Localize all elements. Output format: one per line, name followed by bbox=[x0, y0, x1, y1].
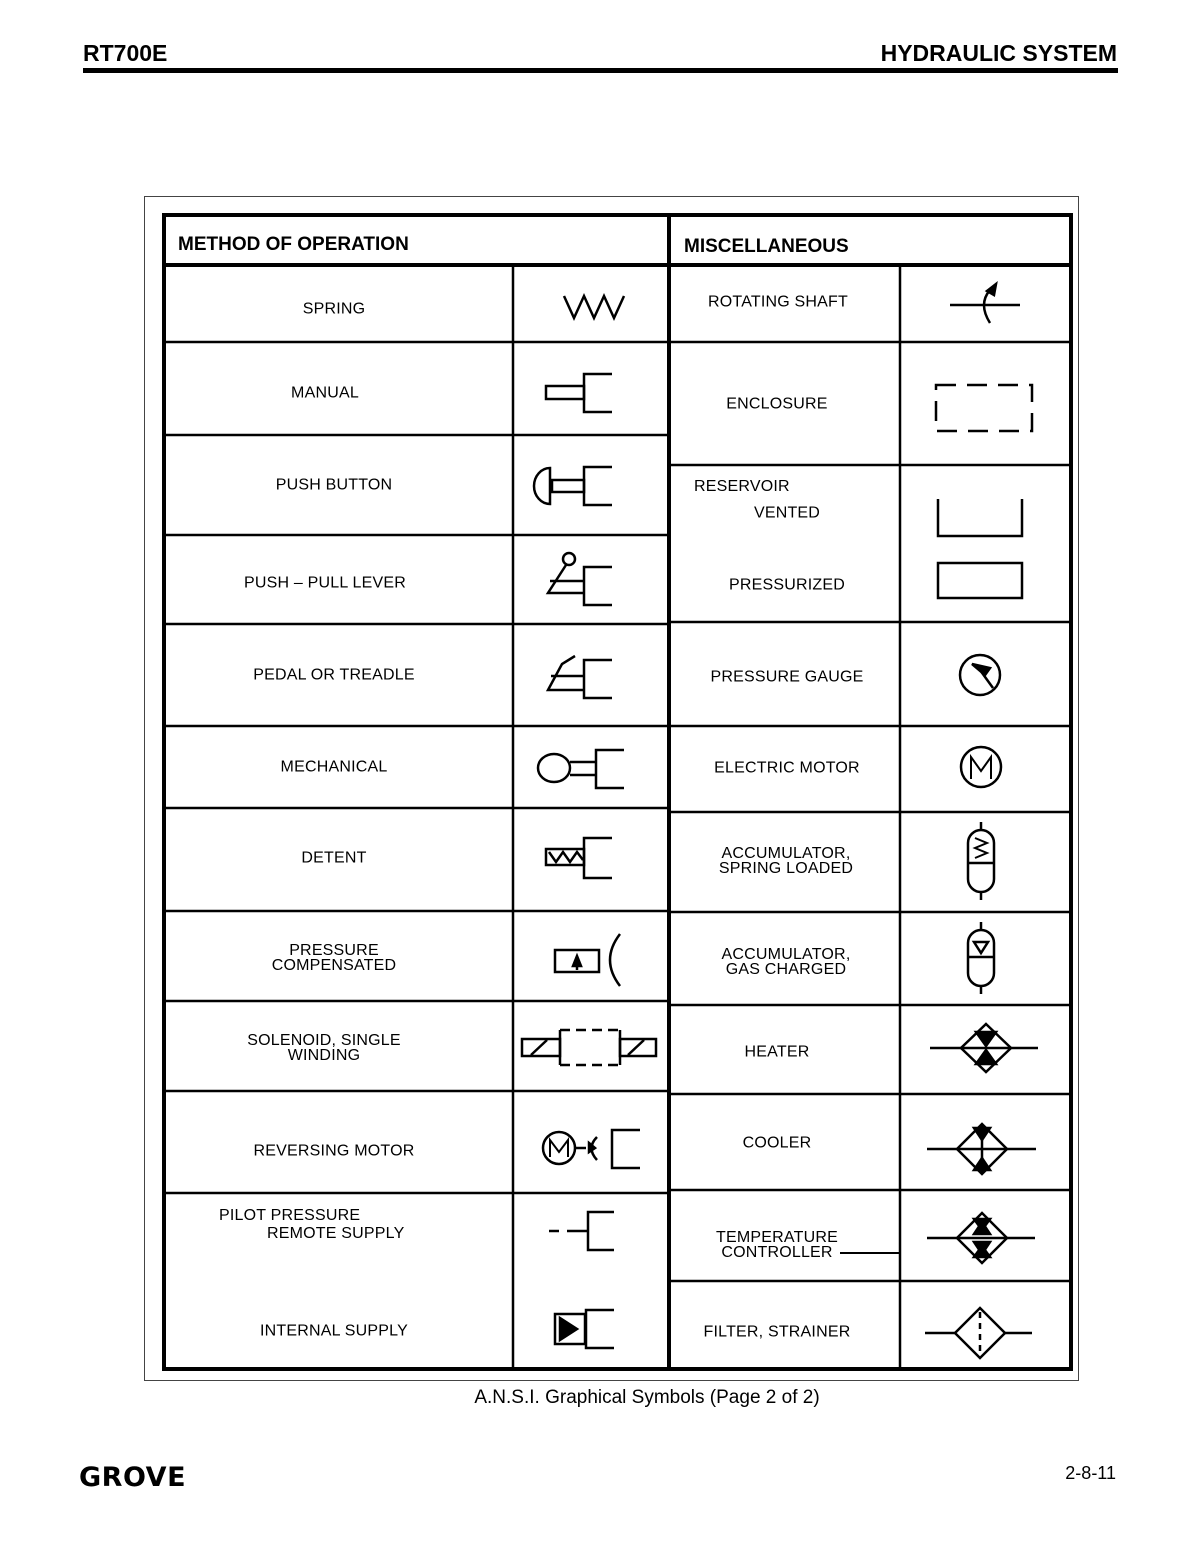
label-line: CONTROLLER bbox=[721, 1244, 833, 1261]
label-rotating-shaft: ROTATING SHAFT bbox=[708, 293, 848, 311]
page-number: 2-8-11 bbox=[1065, 1463, 1116, 1483]
header-model: RT700E bbox=[83, 40, 168, 66]
section-title-method-of-operation: METHOD OF OPERATION bbox=[178, 234, 409, 255]
detent-icon bbox=[546, 838, 612, 878]
filter-strainer-icon bbox=[925, 1308, 1032, 1358]
label-reservoir: RESERVOIR bbox=[694, 478, 790, 495]
label-pilot-pressure: PILOT PRESSURE bbox=[219, 1207, 361, 1224]
label-line: SPRING LOADED bbox=[718, 860, 854, 877]
reservoir-pressurized-icon bbox=[938, 563, 1022, 598]
pressure-gauge-icon bbox=[960, 655, 1000, 695]
label-cooler: COOLER bbox=[742, 1134, 812, 1152]
mechanical-icon bbox=[538, 750, 624, 788]
pilot-pressure-internal-icon bbox=[555, 1310, 614, 1348]
label-spring: SPRING bbox=[302, 300, 366, 318]
label-enclosure: ENCLOSURE bbox=[726, 395, 828, 413]
label-pressure-gauge: PRESSURE GAUGE bbox=[710, 668, 864, 686]
manual-icon bbox=[546, 374, 612, 412]
reservoir-vented-icon bbox=[938, 499, 1022, 536]
cooler-icon bbox=[927, 1124, 1036, 1174]
label-line: SOLENOID, SINGLE bbox=[247, 1032, 401, 1049]
label-accumulator-spring-loaded bbox=[719, 846, 853, 876]
label-pedal-or-treadle: PEDAL OR TREADLE bbox=[253, 666, 415, 684]
electric-motor-icon bbox=[961, 747, 1001, 787]
label-pressure-compensated bbox=[272, 943, 397, 973]
push-pull-lever-icon bbox=[548, 553, 612, 605]
accumulator-spring-icon bbox=[968, 822, 994, 900]
label-push-pull-lever: PUSH – PULL LEVER bbox=[244, 574, 406, 592]
label-reservoir-vented: VENTED bbox=[753, 504, 821, 522]
label-line: TEMPERATURE bbox=[716, 1229, 838, 1246]
label-reversing-motor: REVERSING MOTOR bbox=[253, 1142, 415, 1160]
label-push-button: PUSH BUTTON bbox=[275, 476, 393, 494]
pressure-compensated-icon bbox=[555, 934, 620, 986]
header-section-title: HYDRAULIC SYSTEM bbox=[880, 40, 1117, 66]
label-heater: HEATER bbox=[744, 1043, 810, 1061]
label-accumulator-gas-charged bbox=[722, 947, 851, 977]
heater-icon bbox=[930, 1024, 1038, 1072]
reversing-motor-icon bbox=[543, 1130, 640, 1168]
label-detent: DETENT bbox=[301, 849, 367, 867]
pilot-pressure-remote-icon bbox=[549, 1212, 614, 1250]
push-button-icon bbox=[534, 467, 612, 505]
label-remote-supply: REMOTE SUPPLY bbox=[267, 1225, 405, 1242]
label-solenoid-single-winding bbox=[247, 1033, 400, 1063]
temperature-controller-icon bbox=[840, 1213, 1035, 1263]
label-line: COMPENSATED bbox=[271, 957, 397, 974]
grove-logo: GROVE bbox=[79, 1462, 187, 1493]
spring-icon bbox=[564, 296, 624, 318]
label-filter-strainer: FILTER, STRAINER bbox=[703, 1323, 851, 1341]
label-line: ACCUMULATOR, bbox=[721, 845, 851, 862]
solenoid-icon bbox=[522, 1030, 656, 1065]
enclosure-icon bbox=[936, 385, 1032, 431]
label-line: ACCUMULATOR, bbox=[721, 946, 851, 963]
label-electric-motor: ELECTRIC MOTOR bbox=[714, 759, 860, 777]
rotating-shaft-icon bbox=[950, 284, 1020, 323]
label-reservoir-pressurized: PRESSURIZED bbox=[729, 576, 845, 594]
label-internal-supply: INTERNAL SUPPLY bbox=[260, 1322, 408, 1340]
label-temperature-controller bbox=[716, 1230, 838, 1260]
label-mechanical: MECHANICAL bbox=[280, 758, 388, 776]
pedal-icon bbox=[548, 656, 612, 698]
section-title-miscellaneous: MISCELLANEOUS bbox=[684, 236, 849, 257]
label-line: WINDING bbox=[287, 1047, 361, 1064]
label-line: GAS CHARGED bbox=[725, 961, 847, 978]
figure-caption: A.N.S.I. Graphical Symbols (Page 2 of 2) bbox=[474, 1387, 820, 1408]
label-manual: MANUAL bbox=[291, 384, 359, 402]
accumulator-gas-icon bbox=[968, 922, 994, 994]
label-line: PRESSURE bbox=[289, 942, 379, 959]
